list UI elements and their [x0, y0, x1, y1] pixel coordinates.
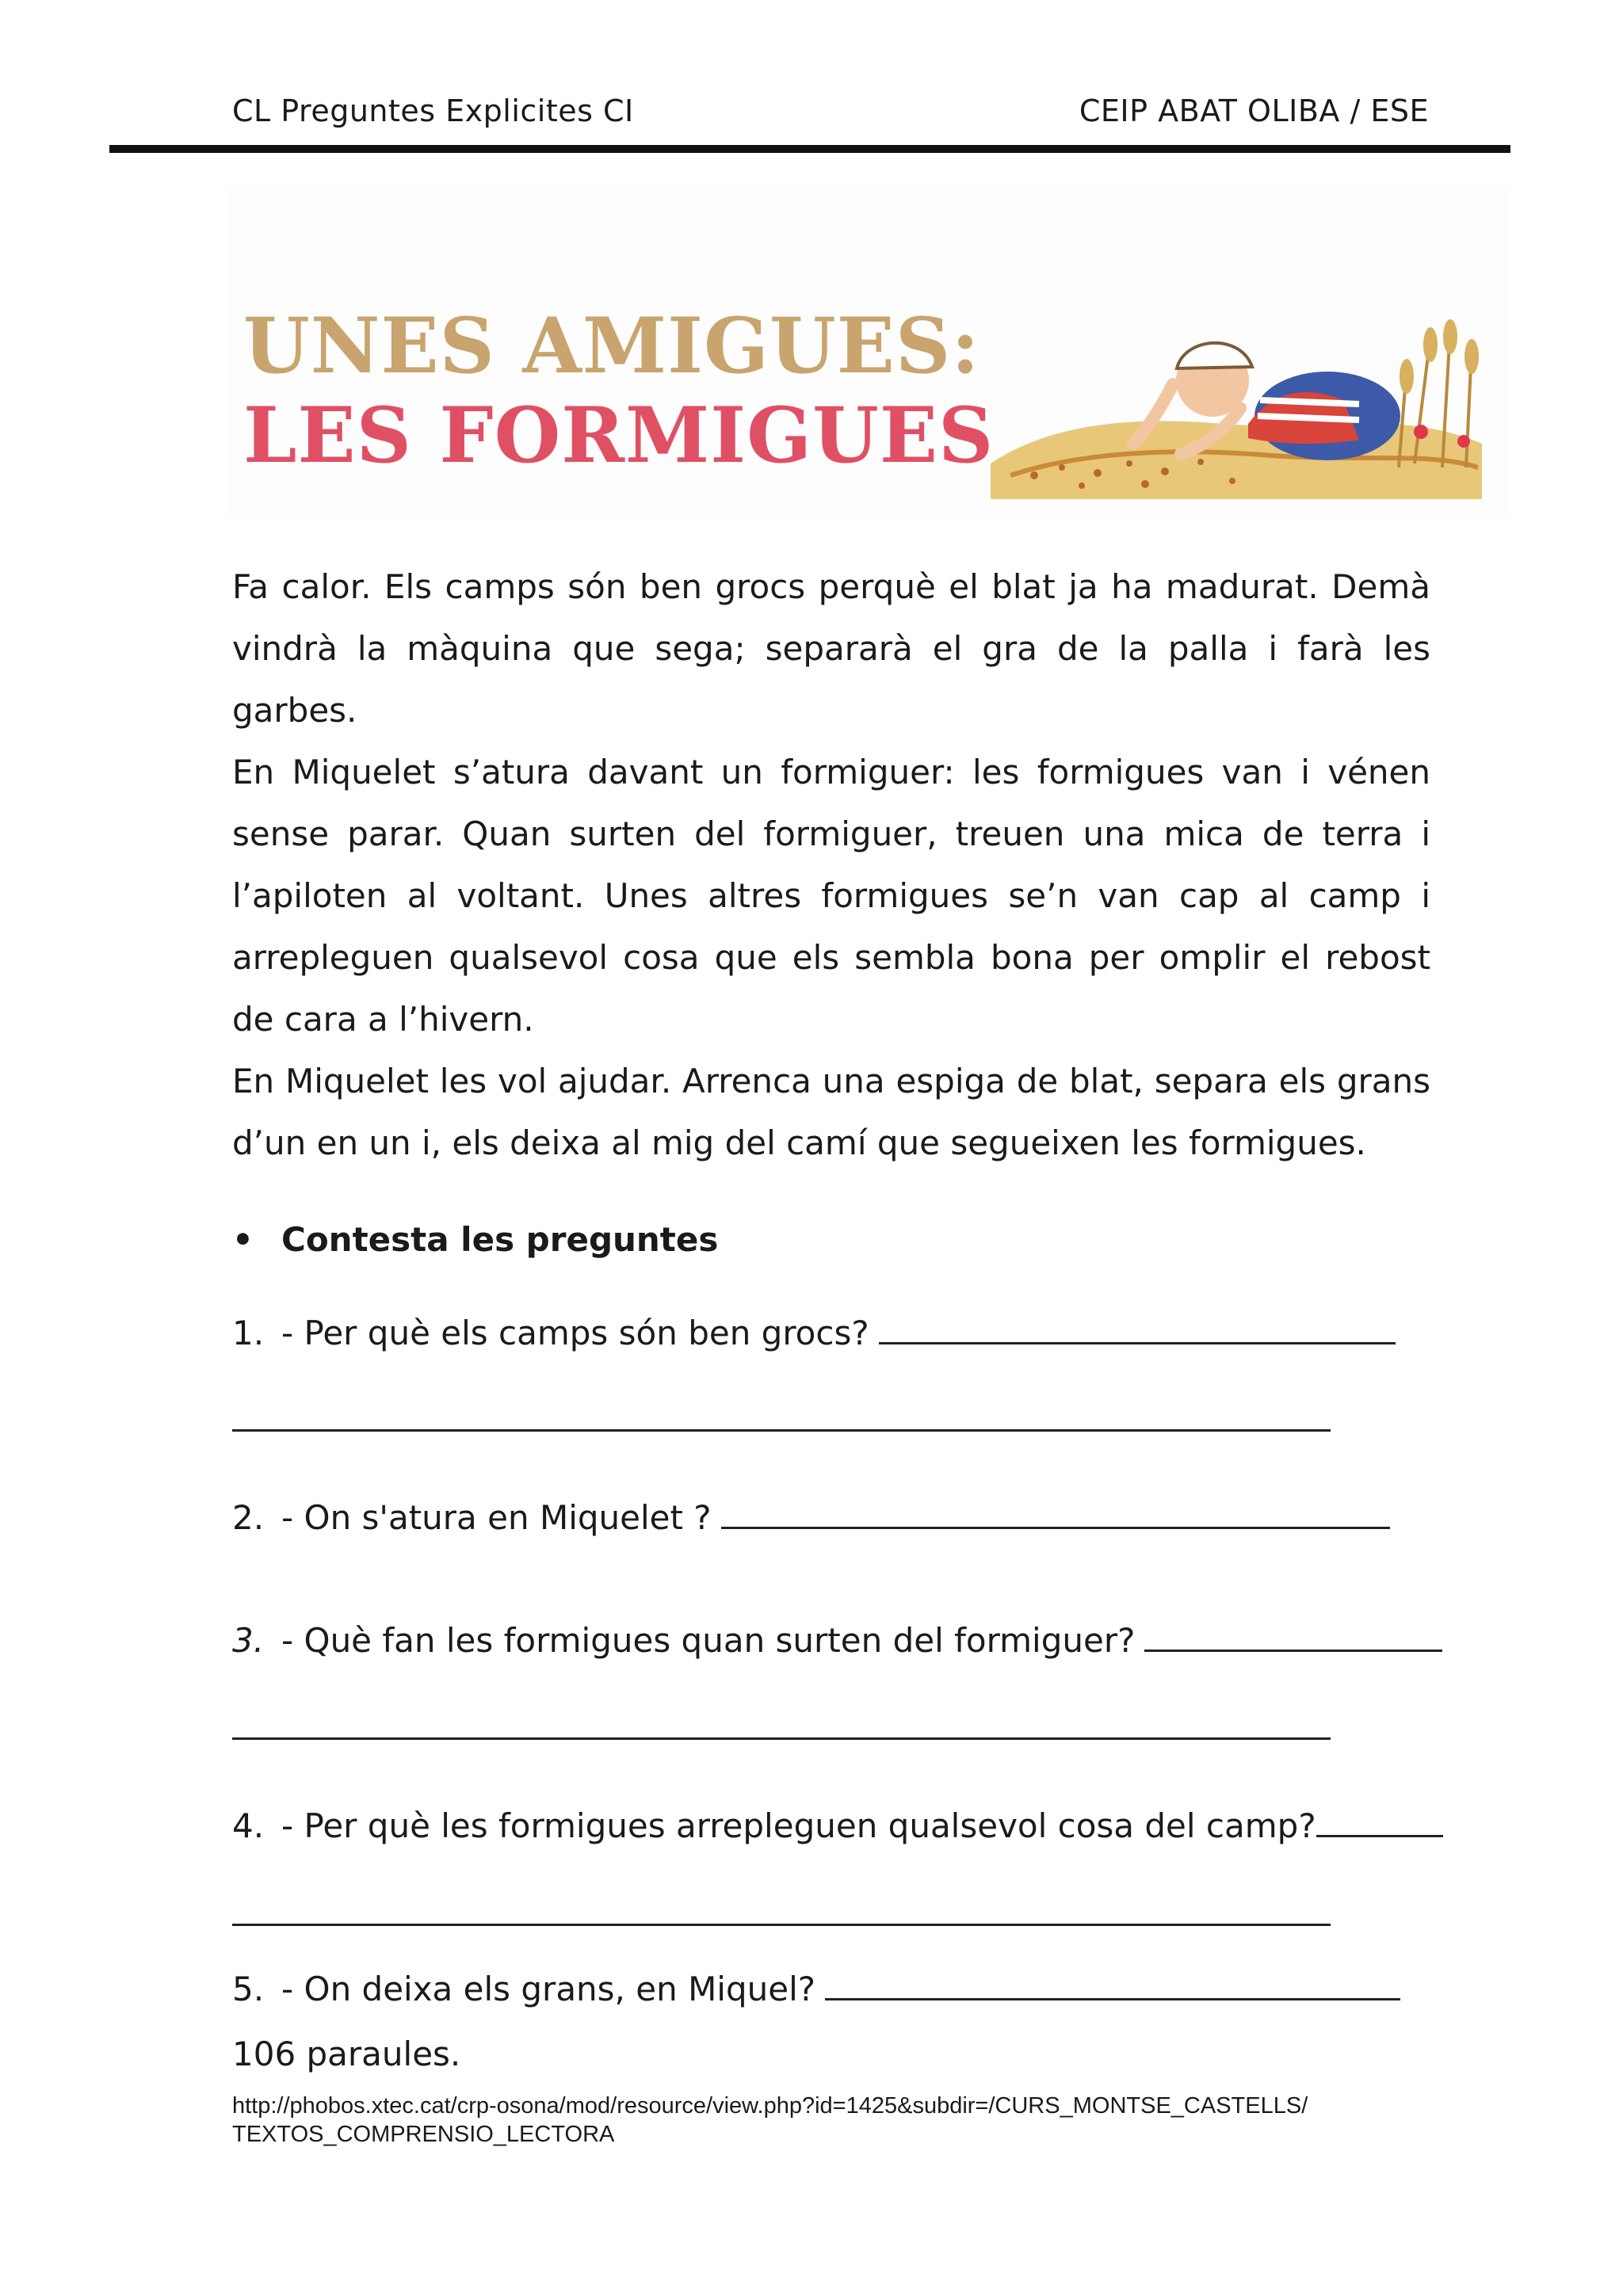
title-line-1: UNES AMIGUES: — [243, 301, 980, 391]
source-url-line-2: TEXTOS_COMPRENSIO_LECTORA — [232, 2122, 615, 2147]
story-paragraph-1: Fa calor. Els camps són ben grocs perquè el blat ja ha madurat. Demà vindrà la màquina que sega; separarà el gra de la palla i farà les garbes. — [232, 567, 1430, 730]
answer-blank[interactable] — [1144, 1615, 1442, 1652]
question-5 — [232, 1963, 1400, 2008]
question-number: 2. — [232, 1498, 265, 1537]
question-text: - Per què els camps són ben grocs? — [281, 1314, 869, 1352]
question-text: - On s'atura en Miquelet ? — [281, 1498, 712, 1537]
story-paragraph-2: En Miquelet s’atura davant un formiguer: les formigues van i vénen sense parar. Quan surten del formiguer, treuen una mica de terra i l’apiloten al voltant. Unes altres formigues se’n van cap al camp i arrepleguen qualsevol cosa que els sembla bona per omplir el rebost de cara a l’hivern. — [232, 753, 1430, 1039]
question-number: 1. — [232, 1314, 265, 1352]
title-banner — [226, 186, 1510, 519]
answer-line[interactable] — [232, 1737, 1331, 1740]
question-2 — [232, 1492, 1390, 1537]
task-heading — [232, 1220, 718, 1259]
header-divider — [109, 145, 1510, 153]
question-number: 3. — [232, 1621, 265, 1660]
header-left-text: CL Preguntes Explicites CI — [232, 93, 634, 128]
question-number: 4. — [232, 1806, 265, 1845]
question-text: - Què fan les formigues quan surten del formiguer? — [281, 1621, 1136, 1660]
task-label: Contesta les preguntes — [281, 1220, 719, 1259]
bullet-icon: • — [232, 1220, 254, 1259]
answer-line[interactable] — [232, 1429, 1331, 1432]
question-3 — [232, 1615, 1442, 1660]
question-4 — [232, 1800, 1443, 1845]
question-number: 5. — [232, 1970, 265, 2008]
question-text: - On deixa els grans, en Miquel? — [281, 1970, 816, 2008]
title-line-2: LES FORMIGUES — [243, 391, 995, 480]
answer-line[interactable] — [232, 1924, 1331, 1926]
answer-blank[interactable] — [1316, 1800, 1443, 1837]
header-right-text: CEIP ABAT OLIBA / ESE — [1079, 93, 1429, 128]
word-count: 106 paraules. — [232, 2035, 461, 2073]
boy-watching-ants-illustration — [987, 305, 1486, 499]
answer-blank[interactable] — [721, 1492, 1390, 1529]
answer-blank[interactable] — [879, 1307, 1396, 1344]
answer-blank[interactable] — [825, 1963, 1400, 2000]
source-url-line-1: http://phobos.xtec.cat/crp-osona/mod/resource/view.php?id=1425&subdir=/CURS_MONTSE_CASTELLS/ — [232, 2093, 1308, 2119]
story-paragraph-3: En Miquelet les vol ajudar. Arrenca una espiga de blat, separa els grans d’un en un i, els deixa al mig del camí que segueixen les formigues. — [232, 1062, 1430, 1162]
question-1 — [232, 1307, 1396, 1352]
question-text: - Per què les formigues arrepleguen qualsevol cosa del camp? — [281, 1806, 1316, 1845]
source-url[interactable] — [232, 2092, 1308, 2149]
